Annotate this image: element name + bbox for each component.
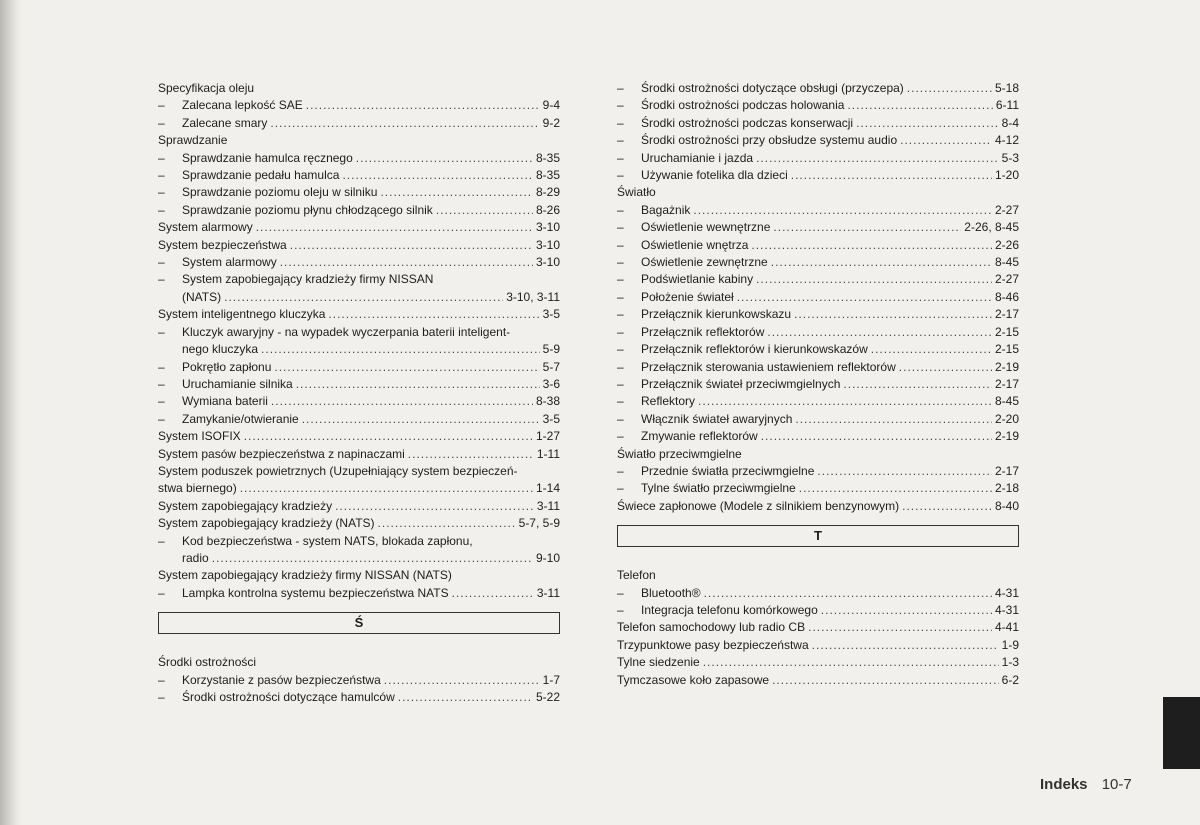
- index-heading: Światło przeciwmgielne: [617, 446, 742, 461]
- leader-dots: [900, 132, 992, 149]
- entry-label: Świece zapłonowe (Modele z silnikiem benzynowym): [617, 498, 900, 513]
- entry-page-ref: 4-31: [994, 585, 1019, 600]
- index-entry: [617, 498, 1019, 515]
- index-subentry: [617, 254, 1019, 271]
- leader-dots: [398, 689, 533, 706]
- entry-page-ref: 3-11: [536, 585, 560, 600]
- index-subentry: [158, 184, 560, 201]
- leader-dots: [335, 498, 534, 515]
- leader-dots: [224, 289, 503, 306]
- entry-label: – Sprawdzanie poziomu oleju w silniku: [182, 185, 378, 200]
- index-subentry: [617, 271, 1019, 288]
- index-entry: [158, 446, 560, 463]
- leader-dots: [212, 550, 533, 567]
- leader-dots: [244, 428, 533, 445]
- index-entry: [617, 637, 1019, 654]
- leader-dots: [274, 359, 539, 376]
- entry-page-ref: 2-15: [994, 324, 1019, 339]
- entry-label: Tymczasowe koło zapasowe: [617, 672, 770, 687]
- entry-label: System bezpieczeństwa: [158, 237, 287, 252]
- index-subentry: [617, 428, 1019, 445]
- entry-page-ref: 2-17: [994, 376, 1019, 391]
- page-gutter-shadow: [0, 0, 22, 825]
- index-subentry: [617, 602, 1019, 619]
- leader-dots: [856, 115, 999, 132]
- entry-label: – Reflektory: [641, 394, 696, 409]
- index-subentry: [158, 411, 560, 428]
- leader-dots: [821, 602, 992, 619]
- index-heading: Telefon: [617, 568, 656, 583]
- entry-label: – Wymiana baterii: [182, 394, 268, 409]
- index-subentry: [617, 585, 1019, 602]
- index-entry: [617, 654, 1019, 671]
- leader-dots: [737, 289, 992, 306]
- index-subentry: [617, 463, 1019, 480]
- index-subentry: [617, 480, 1019, 497]
- entry-label: – Zamykanie/otwieranie: [182, 411, 299, 426]
- index-subentry: [158, 341, 560, 358]
- entry-page-ref: 9-2: [542, 115, 560, 130]
- leader-dots: [408, 446, 534, 463]
- entry-page-ref: 8-35: [535, 168, 560, 183]
- entry-page-ref: 2-18: [994, 481, 1019, 496]
- entry-label: – Oświetlenie zewnętrzne: [641, 255, 768, 270]
- entry-label: – Przełącznik świateł przeciwmgielnych: [641, 376, 841, 391]
- entry-label: Tylne siedzenie: [617, 655, 700, 670]
- leader-dots: [693, 202, 992, 219]
- index-subentry: [617, 80, 1019, 97]
- entry-page-ref: 5-18: [994, 81, 1019, 95]
- leader-dots: [772, 672, 999, 689]
- page-footer: [1040, 776, 1132, 793]
- index-subentry: [158, 289, 560, 306]
- index-subentry: [617, 341, 1019, 358]
- index-heading: System zapobiegający kradzieży firmy NISSAN (NATS): [158, 568, 452, 583]
- index-heading: Światło: [617, 185, 656, 200]
- entry-label: – System zapobiegający kradzieży firmy NISSAN: [182, 272, 434, 287]
- entry-label: nego kluczyka: [182, 342, 259, 357]
- leader-dots: [296, 376, 540, 393]
- entry-label: (NATS): [182, 289, 222, 304]
- entry-page-ref: 4-41: [994, 620, 1019, 635]
- entry-label: System zapobiegający kradzieży (NATS): [158, 516, 375, 531]
- entry-page-ref: 1-14: [535, 481, 560, 496]
- index-subentry: [617, 376, 1019, 393]
- entry-label: – Kod bezpieczeństwa - system NATS, blokada zapłonu,: [182, 533, 473, 548]
- entry-label: – Kluczyk awaryjny - na wypadek wyczerpania baterii inteligent-: [182, 324, 511, 339]
- leader-dots: [756, 150, 999, 167]
- entry-page-ref: 2-19: [994, 359, 1019, 374]
- entry-page-ref: 8-40: [994, 498, 1019, 513]
- index-subentry: [617, 237, 1019, 254]
- entry-label: – Środki ostrożności dotyczące obsługi (przyczepa): [641, 81, 904, 95]
- index-subentry: [617, 393, 1019, 410]
- entry-label: – Środki ostrożności podczas holowania: [641, 98, 845, 113]
- entry-page-ref: 9-10: [535, 550, 560, 565]
- entry-label: – Sprawdzanie pedału hamulca: [182, 168, 340, 183]
- entry-page-ref: 3-5: [542, 307, 560, 322]
- leader-dots: [280, 254, 533, 271]
- entry-page-ref: 1-3: [1001, 655, 1019, 670]
- leader-dots: [452, 585, 534, 602]
- leader-dots: [302, 411, 540, 428]
- index-subentry: [617, 411, 1019, 428]
- index-entry: [617, 672, 1019, 689]
- entry-page-ref: 8-4: [1001, 115, 1019, 130]
- leader-dots: [899, 359, 992, 376]
- entry-label: – Sprawdzanie poziomu płynu chłodzącego silnik: [182, 202, 433, 217]
- entry-page-ref: 2-27: [994, 202, 1019, 217]
- entry-label: stwa biernego): [158, 481, 237, 496]
- leader-dots: [240, 480, 533, 497]
- index-entry: [158, 219, 560, 236]
- index-column-left: [158, 80, 560, 706]
- leader-dots: [270, 115, 539, 132]
- footer-section-name: Indeks: [1040, 776, 1088, 793]
- index-subentry-text: [158, 324, 560, 341]
- entry-page-ref: 5-22: [535, 690, 560, 704]
- entry-page-ref: 3-10, 3-11: [506, 289, 560, 304]
- leader-dots: [817, 463, 992, 480]
- leader-dots: [261, 341, 540, 358]
- entry-label: – Podświetlanie kabiny: [641, 272, 754, 287]
- leader-dots: [871, 341, 992, 358]
- leader-dots: [751, 237, 992, 254]
- index-subentry: [617, 219, 1019, 236]
- index-letter-header: Ś: [158, 612, 560, 634]
- leader-dots: [761, 428, 992, 445]
- entry-label: – Oświetlenie wnętrza: [641, 237, 749, 252]
- index-column-right: [617, 80, 1019, 689]
- leader-dots: [380, 184, 533, 201]
- entry-label: – Integracja telefonu komórkowego: [641, 602, 818, 617]
- index-subentry: [617, 150, 1019, 167]
- entry-page-ref: 2-26: [994, 237, 1019, 252]
- entry-page-ref: 1-7: [542, 672, 560, 687]
- index-subentry: [617, 97, 1019, 114]
- leader-dots: [290, 237, 533, 254]
- entry-page-ref: 6-2: [1001, 672, 1019, 687]
- entry-label: – System alarmowy: [182, 255, 277, 270]
- leader-dots: [436, 202, 533, 219]
- index-subentry: [158, 115, 560, 132]
- entry-label: – Włącznik świateł awaryjnych: [641, 411, 793, 426]
- entry-page-ref: 3-11: [536, 498, 560, 513]
- index-heading: Sprawdzanie: [158, 133, 228, 148]
- entry-page-ref: 3-10: [535, 237, 560, 252]
- entry-label: – Tylne światło przeciwmgielne: [641, 481, 796, 496]
- index-subentry-text: [158, 533, 560, 550]
- index-entry: [158, 515, 560, 532]
- index-subentry: [617, 167, 1019, 184]
- leader-dots: [328, 306, 539, 323]
- entry-page-ref: 1-11: [536, 446, 560, 461]
- leader-dots: [847, 97, 992, 114]
- index-subentry: [158, 359, 560, 376]
- entry-label: – Korzystanie z pasów bezpieczeństwa: [182, 672, 381, 687]
- entry-page-ref: 5-7, 5-9: [518, 516, 560, 531]
- entry-label: – Zalecana lepkość SAE: [182, 98, 303, 113]
- leader-dots: [306, 97, 540, 114]
- entry-label: System zapobiegający kradzieży: [158, 498, 333, 513]
- entry-page-ref: 1-27: [535, 429, 560, 444]
- entry-label: – Środki ostrożności podczas konserwacji: [641, 115, 854, 130]
- entry-page-ref: 5-7: [542, 359, 560, 374]
- entry-page-ref: 4-31: [994, 602, 1019, 617]
- index-entry: [158, 428, 560, 445]
- leader-dots: [902, 498, 992, 515]
- section-thumb-tab: [1163, 697, 1200, 769]
- entry-label: – Uruchamianie i jazda: [641, 150, 754, 165]
- entry-page-ref: 5-9: [542, 342, 560, 357]
- entry-label: – Lampka kontrolna systemu bezpieczeństwa NATS: [182, 585, 449, 600]
- leader-dots: [704, 585, 992, 602]
- entry-label: – Przełącznik sterowania ustawieniem reflektorów: [641, 359, 896, 374]
- entry-label: System ISOFIX: [158, 429, 241, 444]
- entry-page-ref: 6-11: [995, 98, 1019, 113]
- index-entry: [158, 480, 560, 497]
- entry-page-ref: 1-20: [994, 168, 1019, 183]
- entry-label: – Środki ostrożności przy obsłudze systemu audio: [641, 133, 898, 148]
- entry-page-ref: 2-15: [994, 342, 1019, 357]
- index-subentry-text: [158, 271, 560, 288]
- footer-page-number: 10-7: [1101, 776, 1132, 793]
- index-subentry: [617, 359, 1019, 376]
- entry-page-ref: 3-6: [542, 376, 560, 391]
- entry-page-ref: 4-12: [994, 133, 1019, 148]
- index-subentry: [617, 306, 1019, 323]
- index-entry: [158, 237, 560, 254]
- entry-label: – Przełącznik reflektorów: [641, 324, 765, 339]
- index-subentry: [158, 585, 560, 602]
- entry-label: – Używanie fotelika dla dzieci: [641, 168, 788, 183]
- index-subentry: [158, 393, 560, 410]
- entry-label: – Przełącznik reflektorów i kierunkowskazów: [641, 342, 868, 357]
- entry-label: radio: [182, 550, 209, 565]
- index-entry: [158, 498, 560, 515]
- leader-dots: [791, 167, 992, 184]
- entry-page-ref: 1-9: [1001, 637, 1019, 652]
- entry-label: – Środki ostrożności dotyczące hamulców: [182, 690, 395, 704]
- index-subentry: [158, 150, 560, 167]
- leader-dots: [794, 306, 992, 323]
- entry-label: – Zmywanie reflektorów: [641, 429, 758, 444]
- entry-label: System alarmowy: [158, 220, 253, 235]
- leader-dots: [795, 411, 992, 428]
- index-subentry: [617, 289, 1019, 306]
- entry-label: – Przednie światła przeciwmgielne: [641, 463, 815, 478]
- leader-dots: [698, 393, 992, 410]
- entry-label: Trzypunktowe pasy bezpieczeństwa: [617, 637, 809, 652]
- index-subentry: [158, 376, 560, 393]
- leader-dots: [271, 393, 533, 410]
- index-subentry: [617, 202, 1019, 219]
- leader-dots: [756, 271, 992, 288]
- leader-dots: [256, 219, 533, 236]
- index-subentry: [158, 254, 560, 271]
- entry-page-ref: 2-26, 8-45: [964, 220, 1019, 235]
- leader-dots: [907, 80, 992, 97]
- entry-label: – Zalecane smary: [182, 115, 268, 130]
- entry-page-ref: 5-3: [1001, 150, 1019, 165]
- leader-dots: [812, 637, 999, 654]
- entry-page-ref: 8-38: [535, 394, 560, 409]
- index-subentry: [617, 115, 1019, 132]
- index-entry: [617, 619, 1019, 636]
- entry-label: System inteligentnego kluczyka: [158, 307, 326, 322]
- entry-page-ref: 9-4: [542, 98, 560, 113]
- entry-label: – Położenie świateł: [641, 289, 734, 304]
- leader-dots: [703, 654, 999, 671]
- entry-page-ref: 8-26: [535, 202, 560, 217]
- leader-dots: [356, 150, 533, 167]
- leader-dots: [378, 515, 516, 532]
- index-heading: System poduszek powietrznych (Uzupełniający system bezpieczeń-: [158, 463, 518, 478]
- leader-dots: [773, 219, 961, 236]
- leader-dots: [808, 619, 992, 636]
- index-subentry: [158, 672, 560, 689]
- leader-dots: [342, 167, 533, 184]
- index-heading: Środki ostrożności: [158, 655, 257, 670]
- entry-label: Telefon samochodowy lub radio CB: [617, 620, 806, 635]
- index-letter-header: T: [617, 525, 1019, 547]
- entry-label: – Bluetooth®: [641, 585, 701, 600]
- entry-page-ref: 2-17: [994, 307, 1019, 322]
- entry-page-ref: 3-10: [535, 220, 560, 235]
- entry-label: System pasów bezpieczeństwa z napinaczami: [158, 446, 405, 461]
- entry-label: – Przełącznik kierunkowskazu: [641, 307, 792, 322]
- leader-dots: [799, 480, 992, 497]
- entry-page-ref: 2-17: [994, 463, 1019, 478]
- entry-label: – Uruchamianie silnika: [182, 376, 293, 391]
- leader-dots: [771, 254, 992, 271]
- entry-label: – Oświetlenie wewnętrzne: [641, 220, 771, 235]
- entry-page-ref: 8-35: [535, 150, 560, 165]
- entry-label: – Pokrętło zapłonu: [182, 359, 272, 374]
- entry-page-ref: 3-5: [542, 411, 560, 426]
- leader-dots: [767, 324, 992, 341]
- entry-page-ref: 3-10: [535, 255, 560, 270]
- entry-page-ref: 8-45: [994, 394, 1019, 409]
- leader-dots: [843, 376, 992, 393]
- entry-page-ref: 8-46: [994, 289, 1019, 304]
- index-heading: Specyfikacja oleju: [158, 81, 255, 95]
- entry-page-ref: 2-20: [994, 411, 1019, 426]
- entry-page-ref: 8-45: [994, 255, 1019, 270]
- entry-label: – Bagażnik: [641, 202, 691, 217]
- index-subentry: [158, 550, 560, 567]
- index-subentry: [158, 202, 560, 219]
- entry-page-ref: 2-27: [994, 272, 1019, 287]
- index-subentry: [617, 324, 1019, 341]
- leader-dots: [384, 672, 540, 689]
- index-subentry: [158, 167, 560, 184]
- entry-page-ref: 8-29: [535, 185, 560, 200]
- index-subentry: [158, 689, 560, 706]
- index-subentry: [617, 132, 1019, 149]
- index-entry: [158, 306, 560, 323]
- entry-label: – Sprawdzanie hamulca ręcznego: [182, 150, 353, 165]
- entry-page-ref: 2-19: [994, 429, 1019, 444]
- index-subentry: [158, 97, 560, 114]
